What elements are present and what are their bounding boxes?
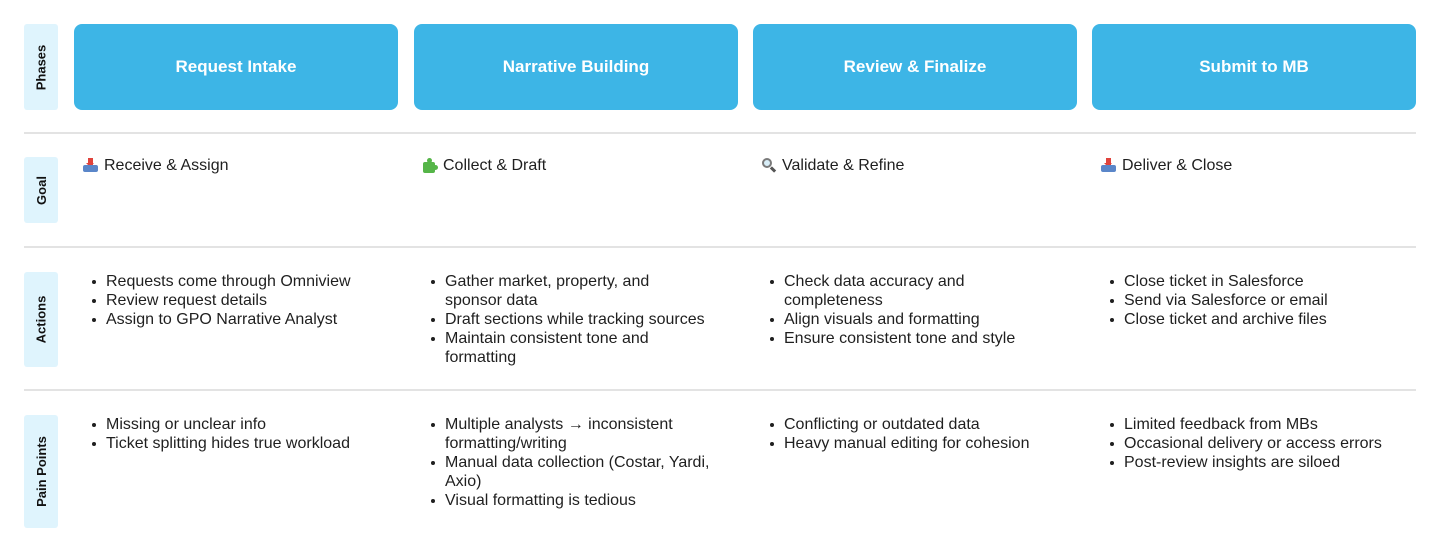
- row-label-phases: [24, 24, 58, 110]
- phase-title: Review & Finalize: [843, 57, 987, 76]
- puzzle-icon: [421, 157, 439, 175]
- row-label-actions: [24, 272, 58, 367]
- list-item: Ticket splitting hides true workload: [82, 434, 402, 453]
- pain-points-list-submit-to-mb: [1100, 415, 1420, 472]
- phase-title: Narrative Building: [502, 57, 650, 76]
- inbox-tray-icon: [82, 157, 100, 175]
- divider-1: [24, 132, 1416, 134]
- row-label-goal: [24, 157, 58, 223]
- actions-list-request-intake: [82, 272, 402, 329]
- goal-narrative-building: [421, 157, 546, 175]
- list-item: Review request details: [82, 291, 402, 310]
- pain-points-list-narrative-building: [421, 415, 741, 510]
- goal-text: Receive & Assign: [104, 157, 229, 174]
- phase-title: Submit to MB: [1199, 57, 1309, 76]
- actions-list-narrative-building: [421, 272, 736, 367]
- goal-text: Collect & Draft: [443, 157, 547, 174]
- divider-3: [24, 389, 1416, 391]
- list-item: Limited feedback from MBs: [1100, 415, 1420, 434]
- goal-text: Deliver & Close: [1122, 157, 1233, 174]
- list-item: Occasional delivery or access errors: [1100, 434, 1420, 453]
- list-item: Missing or unclear info: [82, 415, 402, 434]
- list-item: Gather market, property, and sponsor data: [421, 272, 681, 310]
- row-label-actions-text: Actions: [33, 295, 49, 344]
- list-item: Draft sections while tracking sources: [421, 310, 736, 329]
- actions-list-review-finalize: [760, 272, 1080, 348]
- list-item: Send via Salesforce or email: [1100, 291, 1420, 310]
- list-item: Post-review insights are siloed: [1100, 453, 1420, 472]
- list-item: Manual data collection (Costar, Yardi, Axio): [421, 453, 736, 491]
- actions-list-submit-to-mb: [1100, 272, 1420, 329]
- phase-card-review-finalize: [753, 24, 1077, 110]
- goal-text: Validate & Refine: [782, 157, 905, 174]
- goal-review-finalize: [760, 157, 904, 175]
- list-item: Align visuals and formatting: [760, 310, 1080, 329]
- goal-submit-to-mb: [1100, 157, 1232, 175]
- list-item: Close ticket in Salesforce: [1100, 272, 1420, 291]
- pain-points-list-review-finalize: [760, 415, 1080, 453]
- row-label-goal-text: Goal: [33, 175, 49, 205]
- divider-2: [24, 246, 1416, 248]
- list-item: Multiple analysts → inconsistent formatting/writing: [421, 415, 701, 453]
- phase-card-request-intake: [74, 24, 398, 110]
- goal-request-intake: [82, 157, 229, 175]
- row-label-pain-points: [24, 415, 58, 528]
- list-item: Check data accuracy and completeness: [760, 272, 1000, 310]
- row-label-pain-points-text: Pain Points: [33, 436, 49, 507]
- inbox-tray-icon: [1100, 157, 1118, 175]
- list-item: Ensure consistent tone and style: [760, 329, 1080, 348]
- list-item: Conflicting or outdated data: [760, 415, 1080, 434]
- list-item: Maintain consistent tone and formatting: [421, 329, 681, 367]
- phase-card-submit-to-mb: [1092, 24, 1416, 110]
- list-item: Requests come through Omniview: [82, 272, 402, 291]
- list-item: Visual formatting is tedious: [421, 491, 741, 510]
- phase-card-narrative-building: [414, 24, 738, 110]
- row-label-phases-text: Phases: [33, 44, 49, 90]
- magnifier-icon: [760, 157, 778, 175]
- list-item: Heavy manual editing for cohesion: [760, 434, 1080, 453]
- pain-points-list-request-intake: [82, 415, 402, 453]
- phase-title: Request Intake: [175, 57, 297, 76]
- list-item: Assign to GPO Narrative Analyst: [82, 310, 402, 329]
- list-item: Close ticket and archive files: [1100, 310, 1420, 329]
